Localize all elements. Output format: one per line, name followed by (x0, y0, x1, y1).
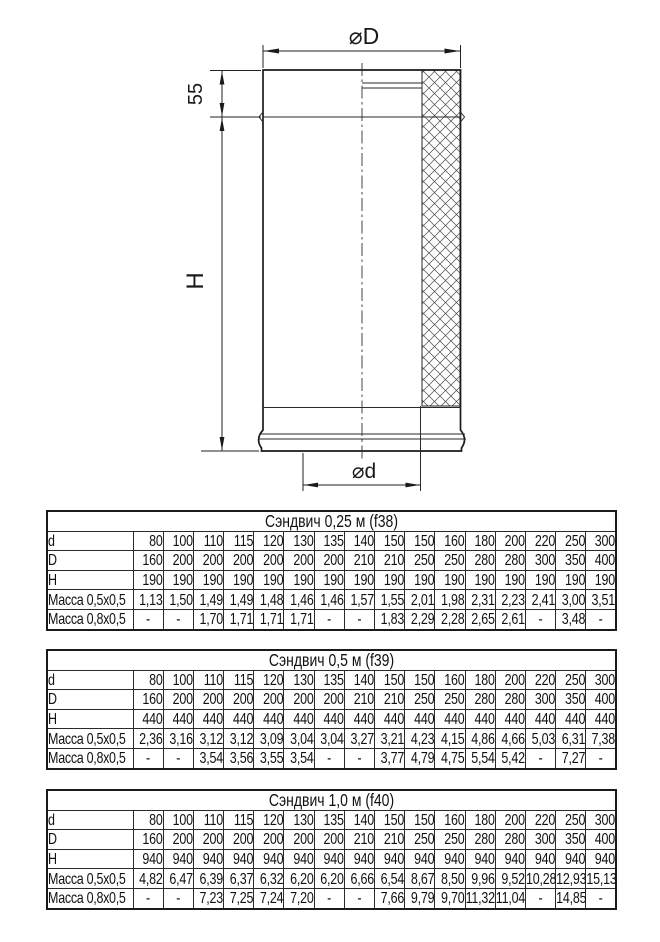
value-cell: 200 (224, 551, 254, 571)
row-label: Масса 0,8x0,5 (47, 748, 133, 768)
value-cell: 140 (344, 531, 374, 551)
table-row (47, 869, 616, 889)
table-title: Сэндвич 0,5 м (f39) (47, 650, 616, 670)
row-label: Масса 0,5x0,5 (47, 590, 133, 610)
value-cell: 400 (586, 551, 616, 571)
value-cell: 190 (163, 570, 193, 590)
value-cell: 120 (254, 670, 284, 690)
value-cell: 7,38 (586, 729, 616, 749)
value-cell: 6,31 (556, 729, 586, 749)
value-cell: 300 (525, 830, 555, 850)
value-cell: 150 (405, 810, 435, 830)
value-cell: 1,46 (284, 590, 314, 610)
height-label: H (182, 272, 209, 290)
value-cell: 1,50 (163, 590, 193, 610)
value-cell: 140 (344, 810, 374, 830)
value-cell: 280 (495, 551, 525, 571)
value-cell: 2,41 (525, 590, 555, 610)
value-cell: - (344, 748, 374, 768)
value-cell: 4,79 (405, 748, 435, 768)
value-cell: - (525, 888, 555, 908)
value-cell: 190 (375, 570, 405, 590)
table-row (47, 849, 616, 869)
insulation-hatch (422, 70, 460, 406)
value-cell: 6,66 (344, 869, 374, 889)
value-cell: 3,51 (586, 590, 616, 610)
value-cell: 350 (556, 830, 586, 850)
value-cell: 100 (163, 670, 193, 690)
value-cell: - (586, 609, 616, 629)
value-cell: - (314, 609, 344, 629)
value-cell: 160 (435, 810, 465, 830)
value-cell: 200 (163, 830, 193, 850)
value-cell: 135 (314, 670, 344, 690)
row-label: D (47, 830, 133, 850)
value-cell: 9,70 (435, 888, 465, 908)
value-cell: 7,23 (193, 888, 223, 908)
dim-height (201, 117, 259, 451)
value-cell: 1,55 (375, 590, 405, 610)
value-cell: 280 (495, 830, 525, 850)
table-title-row (47, 790, 616, 810)
row-label: Масса 0,5x0,5 (47, 729, 133, 749)
value-cell: 210 (375, 830, 405, 850)
value-cell: 940 (193, 849, 223, 869)
value-cell: 440 (284, 709, 314, 729)
value-cell: 190 (435, 570, 465, 590)
value-cell: 3,12 (224, 729, 254, 749)
value-cell: 200 (254, 690, 284, 710)
value-cell: 1,71 (224, 609, 254, 629)
table-row (47, 888, 616, 908)
value-cell: 12,93 (556, 869, 587, 888)
arrow-right-icon (406, 483, 420, 488)
value-cell: - (133, 748, 163, 768)
value-cell: 1,46 (314, 590, 344, 610)
value-cell: 80 (133, 531, 163, 551)
value-cell: 300 (586, 810, 616, 830)
value-cell: 1,57 (344, 590, 374, 610)
value-cell: 5,54 (465, 748, 495, 768)
value-cell: 1,83 (375, 609, 405, 629)
value-cell: 7,25 (224, 888, 254, 908)
value-cell: 130 (284, 531, 314, 551)
value-cell: 440 (465, 709, 495, 729)
table-title: Сэндвич 1,0 м (f40) (47, 790, 616, 810)
value-cell: 200 (314, 551, 344, 571)
value-cell: 200 (314, 830, 344, 850)
value-cell: 3,00 (556, 590, 586, 610)
value-cell: 3,27 (344, 729, 374, 749)
value-cell: 4,82 (133, 869, 163, 889)
value-cell: 250 (435, 551, 465, 571)
value-cell: 440 (224, 709, 254, 729)
arrow-up-icon (220, 118, 225, 131)
value-cell: 1,71 (284, 609, 314, 629)
value-cell: 2,28 (435, 609, 465, 629)
value-cell: 440 (375, 709, 405, 729)
row-label: D (47, 690, 133, 710)
value-cell: 2,36 (133, 729, 163, 749)
value-cell: 250 (435, 690, 465, 710)
value-cell: 3,12 (193, 729, 223, 749)
value-cell: 3,21 (375, 729, 405, 749)
value-cell: 100 (163, 531, 193, 551)
value-cell: 14,85 (556, 889, 587, 907)
value-cell: - (344, 609, 374, 629)
value-cell: 4,66 (495, 729, 525, 749)
value-cell: 150 (405, 670, 435, 690)
value-cell: 210 (375, 690, 405, 710)
value-cell: 3,09 (254, 729, 284, 749)
value-cell: 440 (586, 709, 616, 729)
value-cell: 220 (525, 810, 555, 830)
value-cell: 200 (224, 690, 254, 710)
value-cell: 280 (465, 551, 495, 571)
value-cell: 940 (495, 849, 525, 869)
value-cell: 200 (495, 531, 525, 551)
value-cell: - (133, 888, 163, 908)
arrow-left-icon (264, 49, 279, 54)
value-cell: 180 (465, 810, 495, 830)
value-cell: - (133, 609, 163, 629)
value-cell: 2,61 (495, 609, 525, 629)
value-cell: 250 (556, 810, 586, 830)
value-cell: 3,56 (224, 748, 254, 768)
value-cell: 3,54 (284, 748, 314, 768)
value-cell: 7,66 (375, 888, 405, 908)
value-cell: 9,96 (465, 869, 495, 889)
spec-table-f39 (46, 649, 617, 770)
value-cell: 250 (405, 690, 435, 710)
value-cell: 940 (314, 849, 344, 869)
value-cell: 220 (525, 531, 555, 551)
value-cell: 440 (344, 709, 374, 729)
value-cell: 110 (193, 810, 223, 830)
value-cell: 160 (435, 670, 465, 690)
row-label: D (47, 551, 133, 571)
value-cell: 115 (224, 531, 254, 551)
value-cell: - (525, 609, 555, 629)
value-cell: 190 (405, 570, 435, 590)
outer-diameter-label: ⌀D (348, 23, 380, 49)
value-cell: 160 (133, 830, 163, 850)
value-cell: 210 (344, 690, 374, 710)
value-cell: 200 (163, 551, 193, 571)
value-cell: 210 (344, 830, 374, 850)
value-cell: 940 (525, 849, 555, 869)
value-cell: 940 (435, 849, 465, 869)
value-cell: 150 (375, 670, 405, 690)
value-cell: 1,98 (435, 590, 465, 610)
value-cell: 130 (284, 810, 314, 830)
value-cell: 140 (344, 670, 374, 690)
value-cell: 1,13 (133, 590, 163, 610)
row-label: d (47, 531, 133, 551)
value-cell: 9,79 (405, 888, 435, 908)
value-cell: 440 (254, 709, 284, 729)
table-row (47, 531, 616, 551)
value-cell: 250 (556, 670, 586, 690)
value-cell: 200 (495, 810, 525, 830)
value-cell: 1,49 (193, 590, 223, 610)
value-cell: - (314, 888, 344, 908)
value-cell: 7,27 (556, 748, 586, 768)
value-cell: 115 (224, 810, 254, 830)
value-cell: 440 (556, 709, 586, 729)
value-cell: 200 (495, 670, 525, 690)
value-cell: 200 (254, 551, 284, 571)
value-cell: 940 (586, 849, 616, 869)
value-cell: 400 (586, 690, 616, 710)
value-cell: 80 (133, 810, 163, 830)
value-cell: 3,04 (314, 729, 344, 749)
value-cell: 440 (405, 709, 435, 729)
value-cell: 940 (224, 849, 254, 869)
value-cell: 150 (405, 531, 435, 551)
row-label: Масса 0,8x0,5 (47, 888, 133, 908)
value-cell: 190 (284, 570, 314, 590)
value-cell: 200 (284, 551, 314, 571)
value-cell: - (586, 888, 616, 908)
value-cell: 4,75 (435, 748, 465, 768)
value-cell: 400 (586, 830, 616, 850)
value-cell: 11,04 (495, 889, 526, 907)
value-cell: 1,48 (254, 590, 284, 610)
arrow-down-icon (220, 437, 225, 450)
row-label: H (47, 849, 133, 869)
value-cell: 210 (344, 551, 374, 571)
value-cell: 200 (284, 830, 314, 850)
value-cell: 6,39 (193, 869, 223, 889)
value-cell: - (525, 748, 555, 768)
table-row (47, 570, 616, 590)
arrow-right-icon (445, 49, 460, 54)
value-cell: 190 (224, 570, 254, 590)
value-cell: 200 (193, 690, 223, 710)
value-cell: 135 (314, 810, 344, 830)
table-row (47, 748, 616, 768)
value-cell: 120 (254, 531, 284, 551)
value-cell: 5,03 (525, 729, 555, 749)
value-cell: 190 (193, 570, 223, 590)
dim-collar-height (210, 71, 261, 118)
value-cell: 250 (405, 551, 435, 571)
value-cell: 940 (284, 849, 314, 869)
value-cell: 190 (586, 570, 616, 590)
table-row (47, 830, 616, 850)
table-row (47, 690, 616, 710)
table-row (47, 709, 616, 729)
value-cell: 6,37 (224, 869, 254, 889)
table-title-row (47, 511, 616, 531)
value-cell: 440 (314, 709, 344, 729)
value-cell: - (344, 888, 374, 908)
value-cell: 250 (435, 830, 465, 850)
value-cell: 190 (525, 570, 555, 590)
value-cell: 220 (525, 670, 555, 690)
value-cell: 3,48 (556, 609, 586, 629)
value-cell: 15,13 (586, 869, 617, 888)
value-cell: 5,42 (495, 748, 525, 768)
value-cell: 440 (163, 709, 193, 729)
value-cell: 4,15 (435, 729, 465, 749)
value-cell: 2,29 (405, 609, 435, 629)
collar-height-label: 55 (185, 82, 207, 106)
value-cell: 200 (193, 551, 223, 571)
value-cell: 940 (163, 849, 193, 869)
value-cell: 6,32 (254, 869, 284, 889)
value-cell: 300 (525, 551, 555, 571)
value-cell: 440 (435, 709, 465, 729)
value-cell: 940 (405, 849, 435, 869)
value-cell: 200 (254, 830, 284, 850)
value-cell: 150 (375, 531, 405, 551)
value-cell: 3,16 (163, 729, 193, 749)
value-cell: 200 (163, 690, 193, 710)
row-label: H (47, 570, 133, 590)
value-cell: 190 (254, 570, 284, 590)
table-row (47, 810, 616, 830)
value-cell: 300 (525, 690, 555, 710)
value-cell: 150 (375, 810, 405, 830)
value-cell: 100 (163, 810, 193, 830)
row-label: d (47, 670, 133, 690)
value-cell: 940 (133, 849, 163, 869)
arrow-up-icon (220, 71, 225, 84)
value-cell: - (163, 888, 193, 908)
value-cell: 440 (193, 709, 223, 729)
value-cell: 250 (405, 830, 435, 850)
value-cell: 280 (495, 690, 525, 710)
row-label: H (47, 709, 133, 729)
value-cell: 110 (193, 531, 223, 551)
value-cell: 160 (133, 690, 163, 710)
value-cell: 3,54 (193, 748, 223, 768)
value-cell: 4,86 (465, 729, 495, 749)
value-cell: 190 (495, 570, 525, 590)
arrow-left-icon (304, 483, 318, 488)
value-cell: 120 (254, 810, 284, 830)
value-cell: 180 (465, 670, 495, 690)
value-cell: 350 (556, 690, 586, 710)
value-cell: - (163, 748, 193, 768)
value-cell: 200 (193, 830, 223, 850)
value-cell: 440 (525, 709, 555, 729)
value-cell: 3,77 (375, 748, 405, 768)
value-cell: 8,67 (405, 869, 435, 889)
value-cell: 440 (133, 709, 163, 729)
value-cell: 940 (465, 849, 495, 869)
value-cell: 940 (556, 849, 586, 869)
table-row (47, 670, 616, 690)
value-cell: 115 (224, 670, 254, 690)
value-cell: - (586, 748, 616, 768)
value-cell: 200 (224, 830, 254, 850)
value-cell: 1,49 (224, 590, 254, 610)
value-cell: 300 (586, 670, 616, 690)
value-cell: 180 (465, 531, 495, 551)
row-label: d (47, 810, 133, 830)
value-cell: 10,28 (525, 869, 557, 888)
value-cell: 940 (375, 849, 405, 869)
value-cell: 200 (284, 690, 314, 710)
value-cell: 6,47 (163, 869, 193, 889)
value-cell: 200 (314, 690, 344, 710)
table-row (47, 551, 616, 571)
spec-table-f40 (46, 789, 617, 910)
value-cell: 160 (133, 551, 163, 571)
value-cell: 1,71 (254, 609, 284, 629)
table-row (47, 609, 616, 629)
value-cell: 280 (465, 830, 495, 850)
value-cell: 6,20 (284, 869, 314, 889)
table-row (47, 590, 616, 610)
value-cell: 300 (586, 531, 616, 551)
value-cell: 7,24 (254, 888, 284, 908)
value-cell: 2,31 (465, 590, 495, 610)
table-row (47, 729, 616, 749)
value-cell: 350 (556, 551, 586, 571)
value-cell: 130 (284, 670, 314, 690)
value-cell: 190 (556, 570, 586, 590)
value-cell: 940 (254, 849, 284, 869)
value-cell: 2,01 (405, 590, 435, 610)
value-cell: 190 (314, 570, 344, 590)
value-cell: 11,32 (465, 889, 495, 907)
value-cell: 110 (193, 670, 223, 690)
value-cell: 190 (465, 570, 495, 590)
row-label: Масса 0,8x0,5 (47, 609, 133, 629)
value-cell: 280 (465, 690, 495, 710)
value-cell: 7,20 (284, 888, 314, 908)
value-cell: 190 (344, 570, 374, 590)
inner-diameter-label: ⌀d (351, 460, 377, 483)
value-cell: 3,04 (284, 729, 314, 749)
value-cell: 190 (133, 570, 163, 590)
value-cell: - (163, 609, 193, 629)
row-label: Масса 0,5x0,5 (47, 869, 133, 889)
value-cell: 250 (556, 531, 586, 551)
spec-table-f38 (46, 510, 617, 631)
value-cell: 440 (495, 709, 525, 729)
value-cell: 1,70 (193, 609, 223, 629)
value-cell: 2,23 (495, 590, 525, 610)
value-cell: 9,52 (495, 869, 525, 889)
value-cell: 6,54 (375, 869, 405, 889)
value-cell: 3,55 (254, 748, 284, 768)
value-cell: 2,65 (465, 609, 495, 629)
value-cell: 8,50 (435, 869, 465, 889)
table-title-row (47, 650, 616, 670)
value-cell: 135 (314, 531, 344, 551)
value-cell: 940 (344, 849, 374, 869)
value-cell: 6,20 (314, 869, 344, 889)
value-cell: 4,23 (405, 729, 435, 749)
table-title: Сэндвич 0,25 м (f38) (47, 511, 616, 531)
value-cell: 80 (133, 670, 163, 690)
arrow-down-icon (220, 103, 225, 116)
value-cell: 160 (435, 531, 465, 551)
value-cell: - (314, 748, 344, 768)
value-cell: 210 (375, 551, 405, 571)
